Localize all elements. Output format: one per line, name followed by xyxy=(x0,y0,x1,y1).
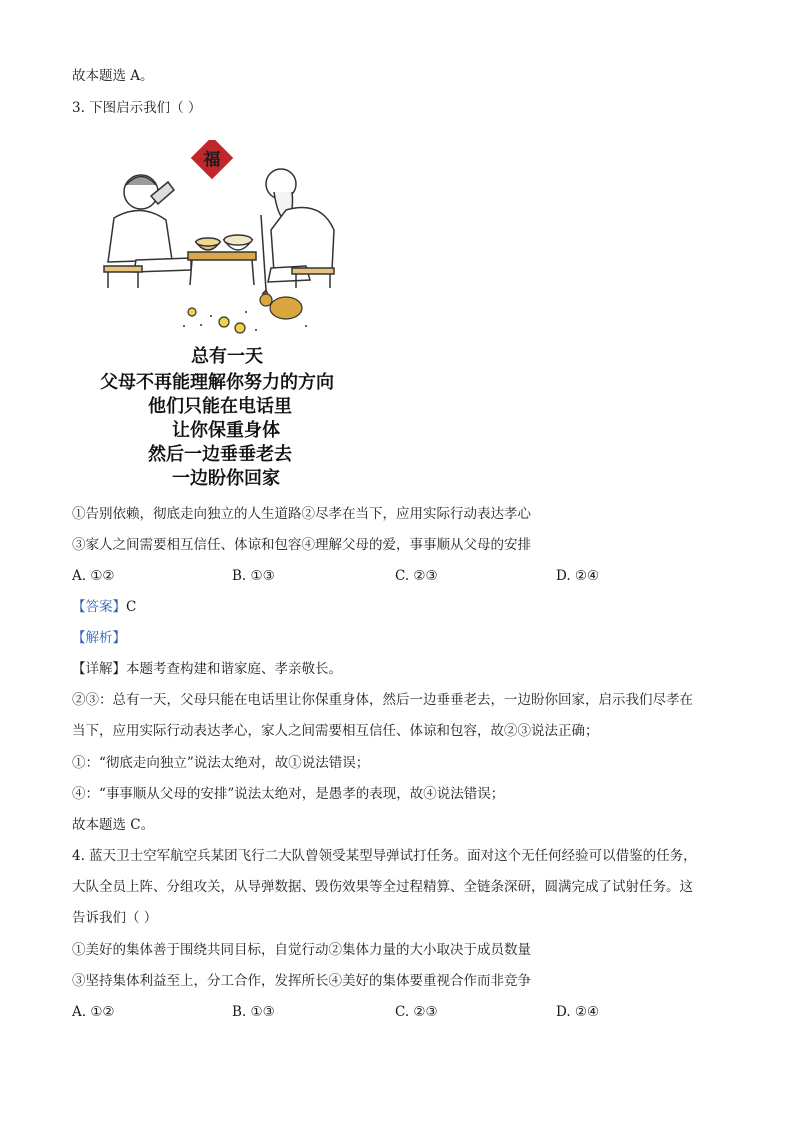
detail-line xyxy=(72,659,342,679)
answer-tag: 【答案】 xyxy=(72,599,126,615)
question-4-stem-2: 大队全员上阵、分组攻关，从导弹数据、毁伤效果等全过程精算、全链条深研，圆满完成了试射任务。这 xyxy=(72,879,693,895)
q3-statements-1: ①告别依赖，彻底走向独立的人生道路②尽孝在当下，应用实际行动表达孝心 xyxy=(72,506,531,522)
q4-option-d: D. ②④ xyxy=(556,1004,600,1020)
analysis-para-1a: ②③：总有一天，父母只能在电话里让你保重身体，然后一边垂垂老去，一边盼你回家，启示我们尽孝在 xyxy=(72,692,693,708)
illustration xyxy=(96,140,366,490)
q4-option-a: A. ①② xyxy=(72,1004,115,1020)
q3-option-c: C. ②③ xyxy=(395,568,438,584)
q4-statements-2: ③坚持集体利益至上，分工合作，发挥所长④美好的集体要重视合作而非竞争 xyxy=(72,973,531,989)
answer-value: C xyxy=(126,599,137,615)
elderly-couple-drawing xyxy=(96,140,366,340)
fu-text: 福 xyxy=(203,150,221,170)
detail-tag: 【详解】 xyxy=(72,661,126,677)
analysis-para-2: ①：“彻底走向独立”说法太绝对，故①说法错误； xyxy=(72,755,370,771)
q4-statements-1: ①美好的集体善于围绕共同目标，自觉行动②集体力量的大小取决于成员数量 xyxy=(72,942,531,958)
question-4-stem-3: 告诉我们（ ） xyxy=(72,910,158,926)
q4-option-b: B. ①③ xyxy=(232,1004,275,1020)
analysis-para-3: ④：“事事顺从父母的安排”说法太绝对，是愚孝的表现，故④说法错误； xyxy=(72,786,505,802)
caption-line-6: 一边盼你回家 xyxy=(172,468,280,489)
analysis-conclusion: 故本题选 C。 xyxy=(72,817,155,833)
caption-line-2: 父母不再能理解你努力的方向 xyxy=(100,372,334,393)
analysis-tag: 【解析】 xyxy=(72,630,126,646)
question-4-stem-1: 4. 蓝天卫士空军航空兵某团飞行二大队曾领受某型导弹试打任务。面对这个无任何经验可以借鉴的任务， xyxy=(72,848,697,864)
answer-line xyxy=(72,597,136,617)
caption-line-5: 然后一边垂垂老去 xyxy=(148,444,292,465)
fu-decoration xyxy=(191,140,233,179)
question-3-stem: 3. 下图启示我们（ ） xyxy=(72,100,202,116)
detail-text: 本题考查构建和谐家庭、孝亲敬长。 xyxy=(126,661,342,677)
text-line: 故本题选 A。 xyxy=(72,68,154,84)
q3-option-d: D. ②④ xyxy=(556,568,600,584)
caption-line-1: 总有一天 xyxy=(191,346,263,367)
q4-option-c: C. ②③ xyxy=(395,1004,438,1020)
caption-line-4: 让你保重身体 xyxy=(172,420,280,441)
q3-option-a: A. ①② xyxy=(72,568,115,584)
caption-line-3: 他们只能在电话里 xyxy=(148,396,292,417)
q3-option-b: B. ①③ xyxy=(232,568,275,584)
analysis-para-1b: 当下，应用实际行动表达孝心，家人之间需要相互信任、体谅和包容，故②③说法正确； xyxy=(72,723,599,739)
q3-statements-2: ③家人之间需要相互信任、体谅和包容④理解父母的爱，事事顺从父母的安排 xyxy=(72,537,531,553)
